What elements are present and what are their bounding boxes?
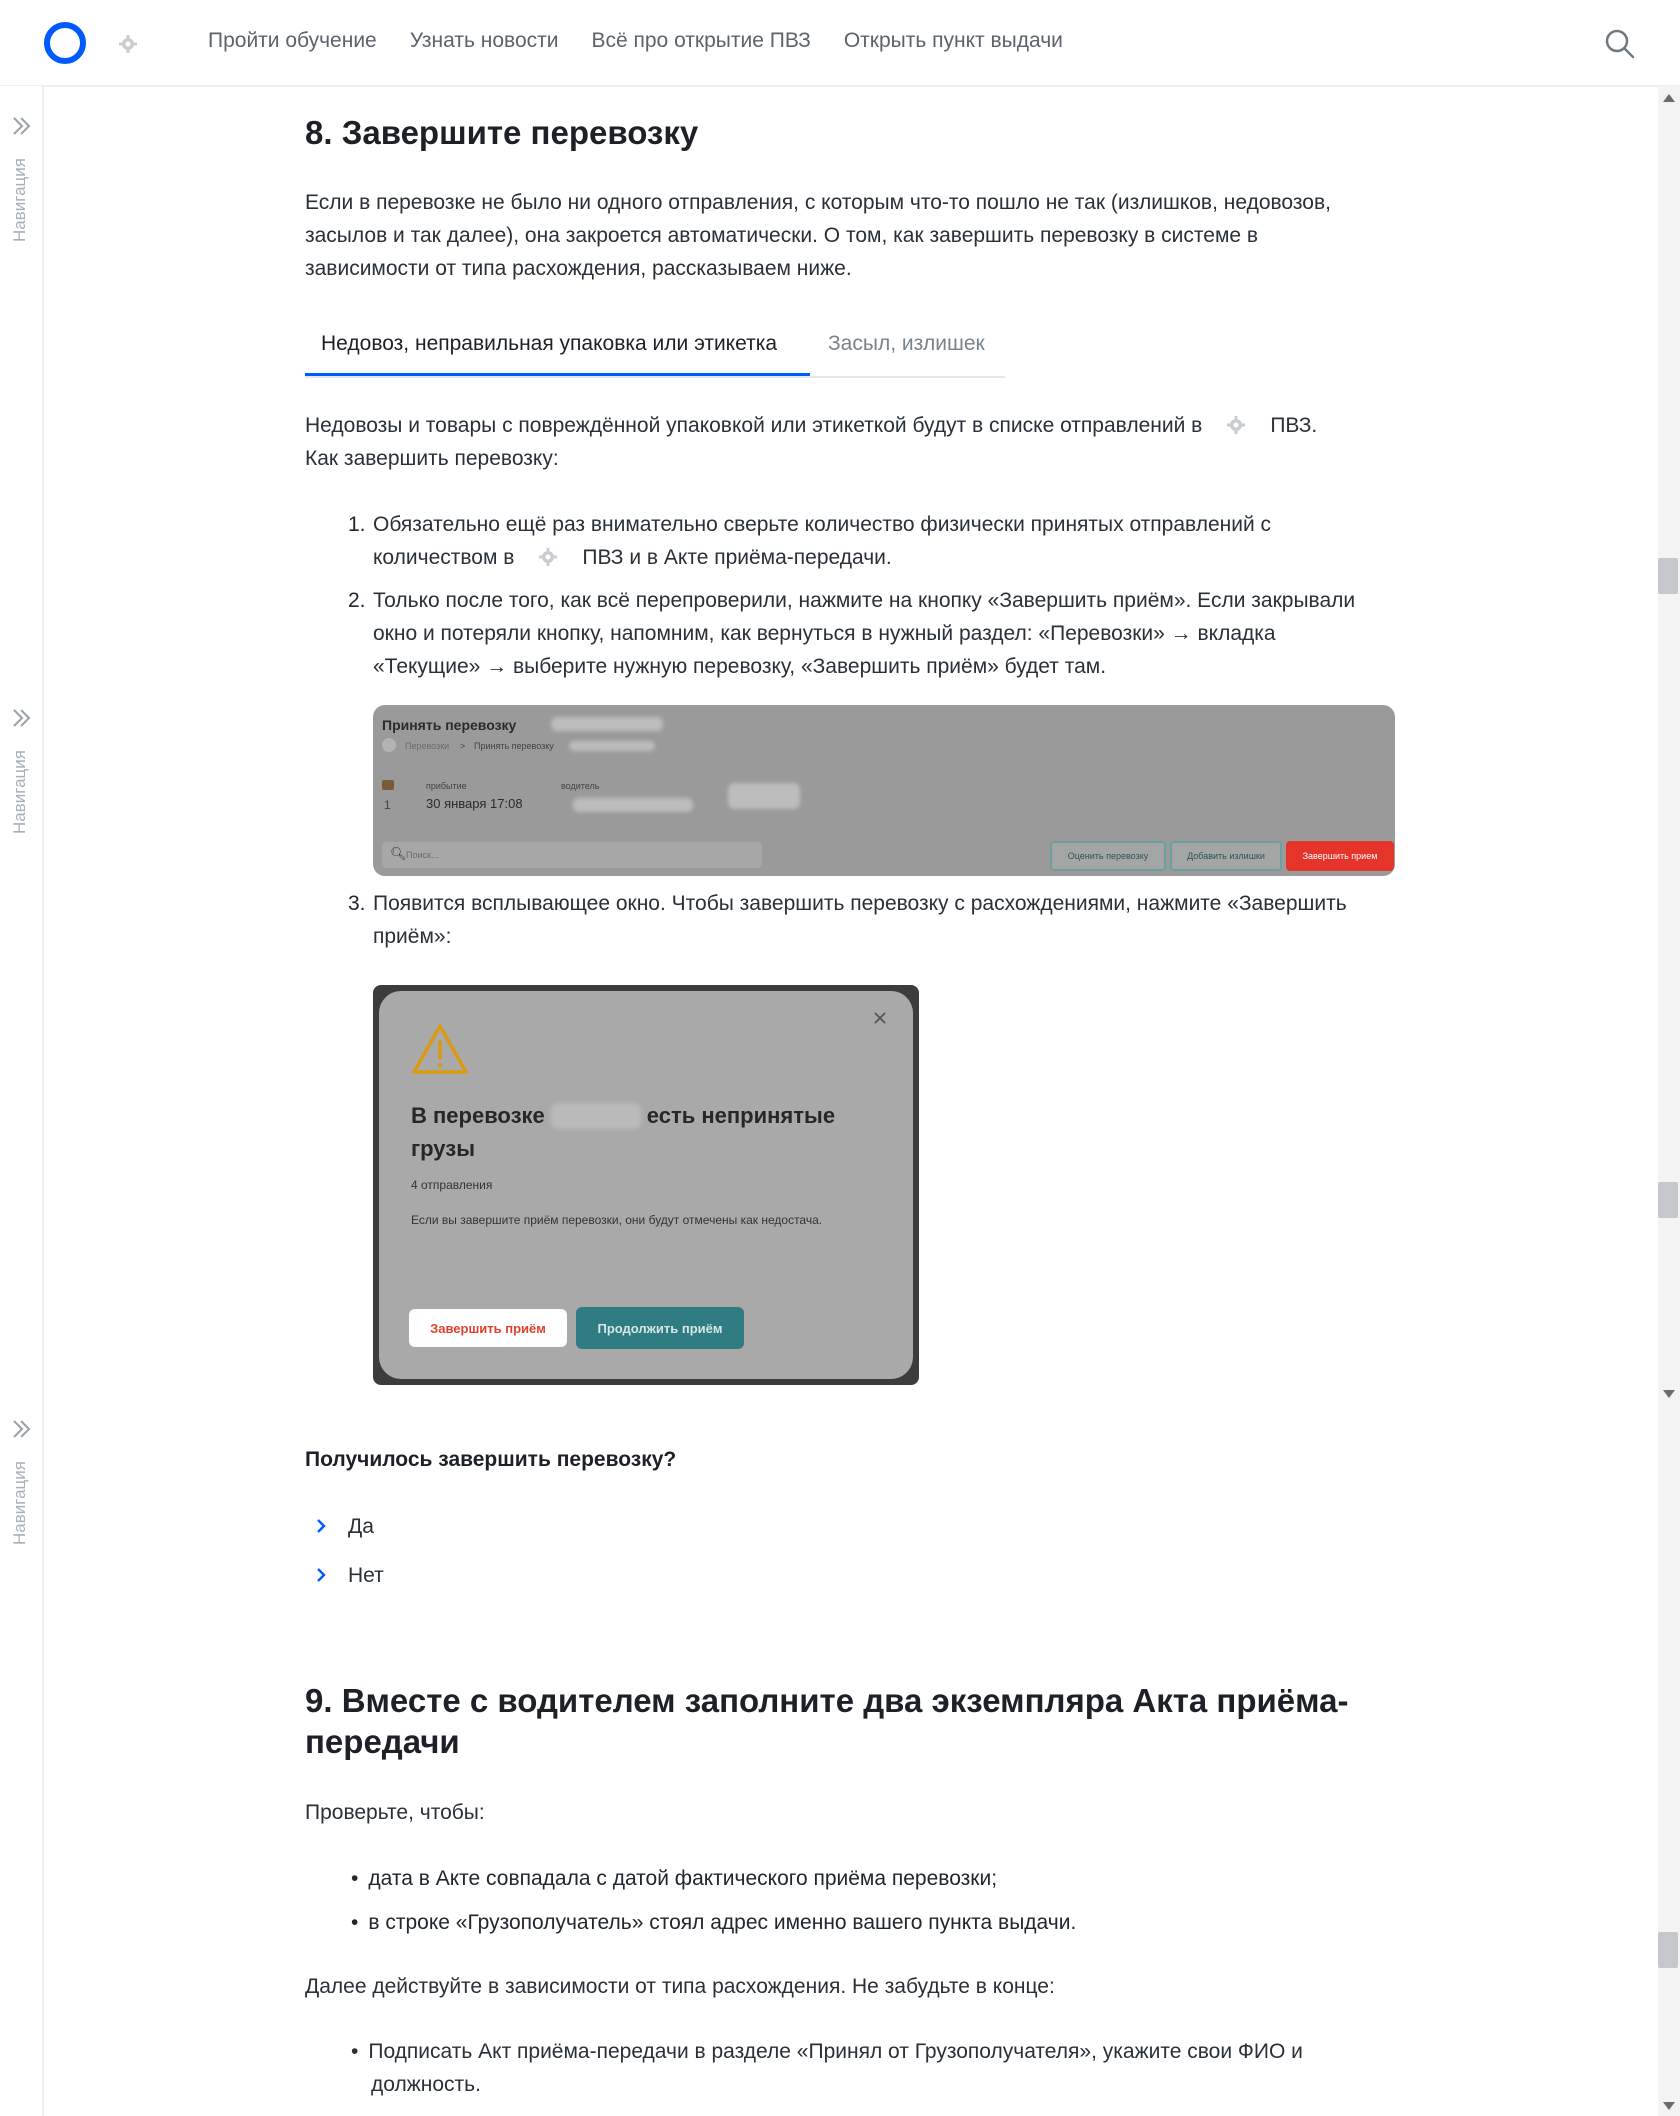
chevron-right-icon — [312, 1517, 330, 1535]
double-chevron-right-icon — [10, 706, 34, 730]
navigation-toggle[interactable] — [0, 1417, 42, 1547]
section-9-bullets — [351, 1862, 1411, 1939]
top-header — [0, 0, 1680, 87]
tabs — [305, 326, 1005, 378]
scroll-down-arrow-icon[interactable] — [1663, 1390, 1675, 1398]
section-8-title: 8. Завершите перевозку — [305, 114, 699, 151]
tab-shortage[interactable]: Недовоз, неправильная упаковка или этикетка — [321, 332, 778, 355]
navigation-label: Навигация — [10, 158, 29, 242]
logo-icon[interactable] — [44, 22, 86, 64]
s1-search-field — [382, 842, 762, 868]
scroll-down-arrow-icon[interactable] — [1663, 2102, 1675, 2110]
tab-content-text: Недовозы и товары с повреждённой упаковкой или этикеткой будут в списке отправлений в ПВЗ. Как завершить перевозку: — [305, 414, 1318, 470]
s1-arrival-label: прибытие — [426, 781, 467, 791]
navigation-label: Навигация — [10, 1461, 29, 1545]
s1-driver-label: водитель — [561, 781, 600, 791]
s1-count: 1 — [384, 798, 391, 812]
dialog-note: Если вы завершите приём перевозки, они будут отмечены как недостача. — [411, 1213, 823, 1227]
search-icon: 🔍︎ — [390, 846, 407, 861]
step-2-number: 2. — [348, 589, 366, 612]
gear-icon — [118, 34, 138, 54]
dialog-finish-button: Завершить приём — [409, 1309, 567, 1347]
gear-icon — [1226, 415, 1246, 435]
step-1: Обязательно ещё раз внимательно сверьте количество физически принятых отправлений с количеством в ПВЗ и в Акте приёма-передачи. — [373, 513, 1272, 569]
blurred-id — [551, 1103, 641, 1129]
navigation-rail — [0, 86, 44, 2116]
double-chevron-right-icon — [10, 1417, 34, 1441]
step-3-number: 3. — [348, 892, 366, 915]
blurred-driver-extra — [728, 783, 800, 809]
blurred-id — [551, 717, 663, 731]
double-chevron-right-icon — [10, 114, 34, 138]
dialog-continue-button: Продолжить приём — [576, 1307, 744, 1349]
dialog-body — [379, 991, 913, 1379]
s1-search-placeholder: Поиск... — [406, 850, 439, 860]
screenshot-accept-shipment — [373, 705, 1395, 876]
section-8-intro: Если в перевозке не было ни одного отправления, с которым что-то пошло не так (излишков, недовозов, засылов и так далее), она закроется автоматически. О том, как завершить перевозку в системе в зависимости от типа расхождения, рассказываем ниже. — [305, 191, 1331, 280]
s1-add-surplus-button: Добавить излишки — [1170, 841, 1282, 871]
step-2: Только после того, как всё перепроверили, нажмите на кнопку «Завершить приём». Если закрывали окно и потеряли кнопку, напомним, как вернуться в нужный раздел: «Перевозки» → вкладка «Текущие» → выберите нужную перевозку, «Завершить приём» будет там. — [373, 589, 1356, 678]
nav-item-opening[interactable]: Всё про открытие ПВЗ — [591, 29, 811, 52]
back-icon — [382, 738, 396, 752]
scroll-thumb[interactable] — [1658, 558, 1678, 594]
search-icon[interactable] — [1604, 28, 1636, 60]
s1-rate-button: Оценить перевозку — [1050, 841, 1166, 871]
s1-finish-button: Завершить прием — [1286, 841, 1394, 871]
navigation-label: Навигация — [10, 750, 29, 834]
step-3: Появится всплывающее окно. Чтобы завершить перевозку с расхождениями, нажмите «Завершить приём»: — [373, 892, 1347, 948]
nav-item-open-point[interactable]: Открыть пункт выдачи — [843, 29, 1063, 52]
s1-breadcrumb-1: Перевозки — [405, 741, 450, 751]
warning-icon — [411, 1023, 469, 1075]
dialog-count: 4 отправления — [411, 1178, 493, 1192]
blurred-id — [569, 741, 655, 751]
scroll-up-arrow-icon[interactable] — [1663, 94, 1675, 102]
feedback-question: Получилось завершить перевозку? — [305, 1448, 677, 1471]
s1-breadcrumb-sep: > — [460, 741, 466, 751]
tab-surplus[interactable]: Засыл, излишек — [828, 332, 985, 355]
s1-arrival-value: 30 января 17:08 — [426, 796, 523, 811]
navigation-toggle[interactable] — [0, 114, 42, 244]
top-nav — [208, 29, 1063, 53]
feedback-answer-no[interactable]: Нет — [312, 1564, 384, 1588]
step-1-number: 1. — [348, 513, 366, 536]
blurred-driver — [573, 798, 693, 812]
screenshot-finish-dialog — [373, 985, 919, 1385]
s1-breadcrumb-2: Принять перевозку — [474, 741, 554, 751]
nav-item-training[interactable]: Пройти обучение — [208, 29, 377, 52]
close-icon — [873, 1011, 887, 1025]
list-item: • в строке «Грузополучатель» стоял адрес именно вашего пункта выдачи. — [351, 1911, 1077, 1934]
nav-item-news[interactable]: Узнать новости — [409, 29, 559, 52]
s1-title: Принять перевозку — [382, 717, 517, 733]
scroll-thumb[interactable] — [1658, 1932, 1678, 1968]
dialog-title: В перевозке есть непринятые грузы — [411, 1103, 836, 1161]
section-9-title: 9. Вместе с водителем заполните два экземпляра Акта приёма- передачи — [305, 1682, 1349, 1760]
scroll-thumb[interactable] — [1658, 1182, 1678, 1218]
list-item: • дата в Акте совпадала с датой фактического приёма перевозки; — [351, 1867, 998, 1890]
chevron-right-icon — [312, 1566, 330, 1584]
section-9-final: • Подписать Акт приёма-передачи в разделе «Принял от Грузополучателя», укажите свои ФИО и должность. — [351, 2040, 1303, 2096]
scrollbar[interactable] — [1658, 86, 1680, 2116]
section-9-next: Далее действуйте в зависимости от типа расхождения. Не забудьте в конце: — [305, 1975, 1055, 1998]
gear-icon — [538, 547, 558, 567]
active-tab-indicator — [305, 373, 810, 376]
navigation-toggle[interactable] — [0, 706, 42, 836]
box-icon — [382, 780, 394, 790]
section-9-check: Проверьте, чтобы: — [305, 1801, 485, 1824]
feedback-answer-yes[interactable]: Да — [312, 1515, 374, 1539]
